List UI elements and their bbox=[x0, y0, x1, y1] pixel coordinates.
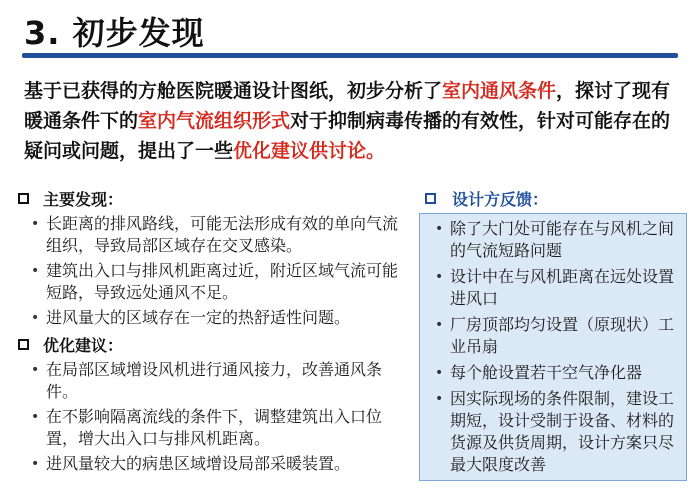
suggestions-heading-label: 优化建议： bbox=[43, 335, 124, 355]
title-underline bbox=[22, 53, 678, 58]
bullet-icon: • bbox=[435, 365, 444, 381]
bullet-icon: • bbox=[31, 456, 40, 472]
intro-text-1: 基于已获得的方舱医院暖通设计图纸，初步分析了 bbox=[24, 80, 443, 102]
bullet-icon: • bbox=[435, 269, 444, 285]
bullet-icon: • bbox=[435, 391, 444, 407]
bullet-icon: • bbox=[31, 263, 40, 279]
list-item bbox=[16, 406, 411, 450]
bullet-icon: • bbox=[435, 221, 444, 237]
findings-heading bbox=[16, 186, 411, 210]
list-item bbox=[420, 218, 676, 262]
feedback-list bbox=[420, 218, 676, 476]
slide-title: 3. 初步发现 bbox=[24, 14, 205, 52]
list-item-text: 进风量大的区域存在一定的热舒适性问题。 bbox=[46, 308, 351, 327]
checkbox-square-icon bbox=[18, 193, 29, 204]
list-item-text: 在局部区域增设风机进行通风接力，改善通风条件。 bbox=[46, 360, 383, 401]
intro-highlight-suggestions: 优化建议供讨论。 bbox=[233, 140, 386, 162]
list-item-text: 设计中在与风机距离在远处设置进风口 bbox=[450, 267, 675, 308]
bullet-icon: • bbox=[31, 310, 40, 326]
list-item-text: 厂房顶部均匀设置（原现状）工业吊扇 bbox=[450, 315, 675, 356]
list-item bbox=[420, 266, 676, 310]
intro-highlight-ventilation: 室内通风条件 bbox=[442, 80, 557, 102]
checkbox-square-icon bbox=[18, 339, 29, 350]
feedback-heading-label: 设计方反馈： bbox=[452, 189, 549, 209]
list-item bbox=[420, 388, 676, 476]
bullet-icon: • bbox=[435, 317, 444, 333]
intro-text-3: 对于抑制病毒传播的有效性，针对可能存在的疑问或问题，提出了一些 bbox=[24, 110, 671, 162]
list-item bbox=[420, 314, 676, 358]
list-item-text: 在不影响隔离流线的条件下，调整建筑出入口位置，增大出入口与排风机距离。 bbox=[46, 407, 383, 448]
bullet-icon: • bbox=[31, 216, 40, 232]
list-item-text: 除了大门处可能存在与风机之间的气流短路问题 bbox=[450, 219, 675, 260]
list-item bbox=[16, 359, 411, 403]
list-item bbox=[16, 260, 411, 304]
suggestions-heading bbox=[16, 332, 411, 356]
list-item bbox=[16, 213, 411, 257]
feedback-column bbox=[419, 186, 687, 481]
bullet-icon: • bbox=[31, 362, 40, 378]
checkbox-square-icon bbox=[425, 193, 436, 204]
intro-text-2: ，探讨了现有暖通条件下的 bbox=[24, 80, 671, 132]
findings-heading-label: 主要发现： bbox=[43, 189, 124, 209]
suggestions-list bbox=[16, 359, 411, 475]
findings-column bbox=[16, 186, 411, 478]
list-item-text: 因实际现场的条件限制，建设工期短，设计受制于设备、材料的货源及供货周期，设计方案只尽最大限度改善 bbox=[450, 389, 675, 474]
list-item-text: 建筑出入口与排风机距离过近，附近区域气流可能短路，导致远处通风不足。 bbox=[46, 261, 399, 302]
list-item-text: 进风量较大的病患区域增设局部采暖装置。 bbox=[46, 454, 351, 473]
list-item bbox=[420, 362, 676, 384]
findings-list bbox=[16, 213, 411, 329]
intro-paragraph bbox=[24, 76, 679, 166]
feedback-panel bbox=[419, 213, 687, 481]
feedback-heading bbox=[419, 186, 687, 210]
bullet-icon: • bbox=[31, 409, 40, 425]
list-item-text: 长距离的排风路线，可能无法形成有效的单向气流组织，导致局部区域存在交叉感染。 bbox=[46, 214, 399, 255]
list-item-text: 每个舱设置若干空气净化器 bbox=[450, 363, 643, 382]
intro-highlight-airflow: 室内气流组织形式 bbox=[138, 110, 291, 132]
list-item bbox=[16, 307, 411, 329]
list-item bbox=[16, 453, 411, 475]
